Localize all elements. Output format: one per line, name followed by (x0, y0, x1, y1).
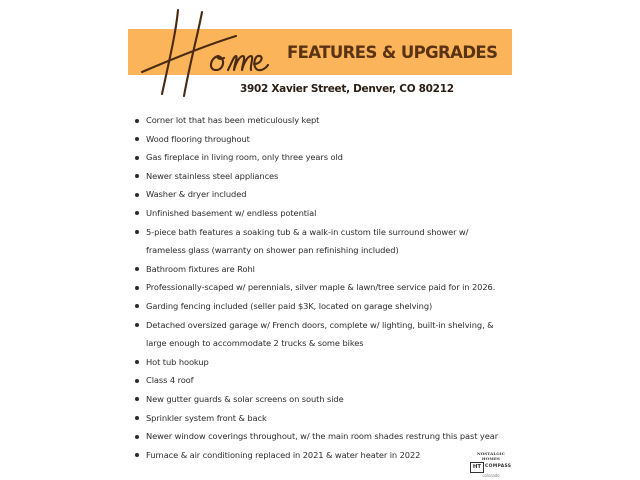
list-item: Corner lot that has been meticulously kept (134, 111, 504, 130)
list-item: Newer stainless steel appliances (134, 167, 504, 186)
features-list (134, 111, 504, 464)
logo-brand-name: NOSTALGIC HOMES (476, 451, 506, 461)
list-item: Detached oversized garage w/ French doors, complete w/ lighting, built-in shelving, & large enough to accommodate 2 trucks & some bikes (134, 316, 504, 353)
logo-subtitle: colorado (482, 473, 500, 478)
list-item: Furnace & air conditioning replaced in 2021 & water heater in 2022 (134, 446, 504, 465)
list-item: Gas fireplace in living room, only three years old (134, 148, 504, 167)
features-upgrades-title: FEATURES & UPGRADES (287, 43, 498, 62)
logo-monogram: HT (470, 462, 484, 473)
list-item: Garding fencing included (seller paid $3K, located on garage shelving) (134, 297, 504, 316)
list-item: Unfinished basement w/ endless potential (134, 204, 504, 223)
list-item: Sprinkler system front & back (134, 409, 504, 428)
logo-partner: COMPASS (485, 464, 512, 469)
list-item: Professionally-scaped w/ perennials, silver maple & lawn/tree service paid for in 2026. (134, 278, 504, 297)
brokerage-logo (470, 452, 512, 478)
list-item: Washer & dryer included (134, 185, 504, 204)
list-item: Wood flooring throughout (134, 130, 504, 149)
property-address: 3902 Xavier Street, Denver, CO 80212 (240, 83, 454, 95)
list-item: Hot tub hookup (134, 353, 504, 372)
list-item: Newer window coverings throughout, w/ the main room shades restrung this past year (134, 427, 504, 446)
list-item: 5-piece bath features a soaking tub & a walk-in custom tile surround shower w/ frameless glass (warranty on shower pan refinishing included) (134, 223, 504, 260)
list-item: New gutter guards & solar screens on south side (134, 390, 504, 409)
list-item: Bathroom fixtures are Rohl (134, 260, 504, 279)
list-item: Class 4 roof (134, 371, 504, 390)
